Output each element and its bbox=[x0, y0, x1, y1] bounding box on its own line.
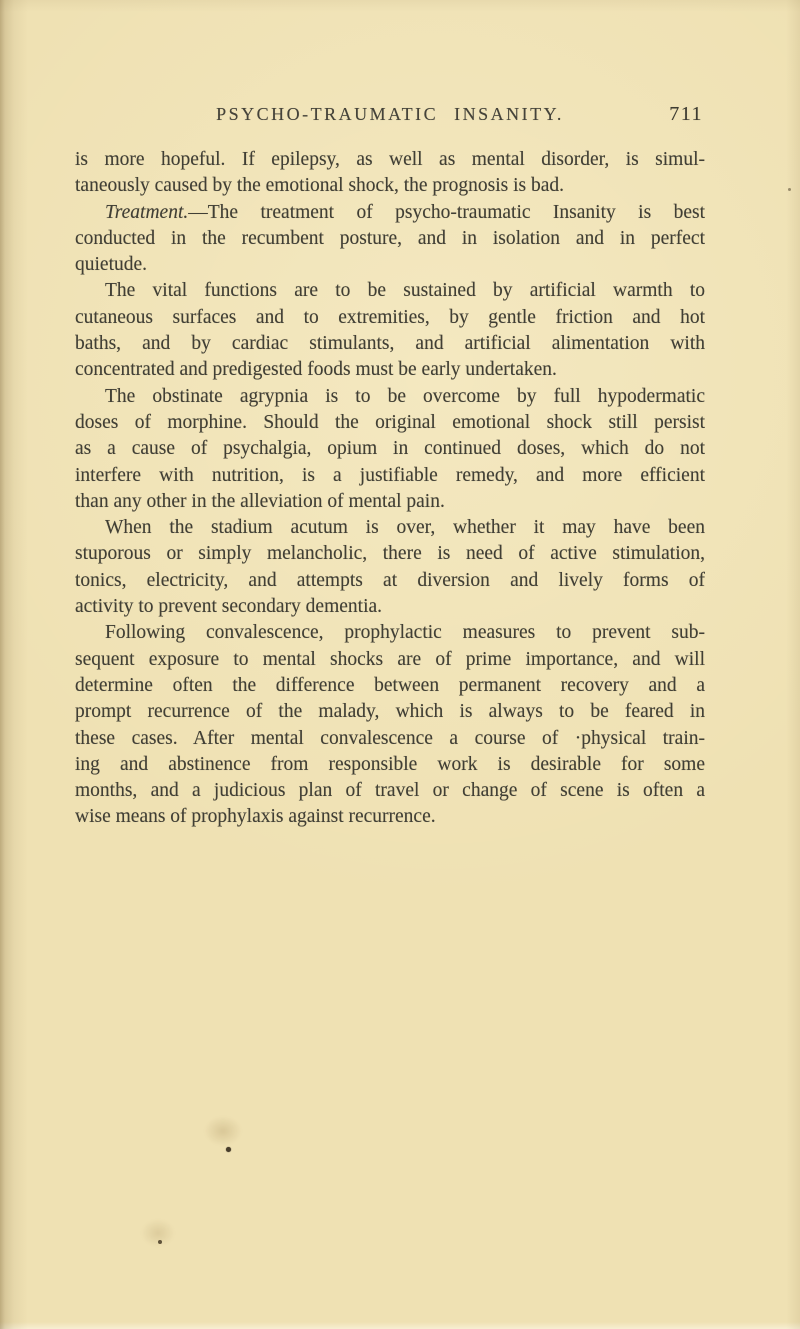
text-line: prompt recurrence of the malady, which is always to be feared in bbox=[75, 701, 705, 723]
text-line: wise means of prophylaxis against recurrence. bbox=[75, 806, 436, 828]
text-line: Treatment.—The treatment of psycho-traumatic Insanity is best bbox=[105, 201, 705, 223]
text-line: When the stadium acutum is over, whether it may have been bbox=[105, 517, 705, 539]
text-line: sequent exposure to mental shocks are of prime importance, and will bbox=[75, 648, 705, 670]
text-line: The obstinate agrypnia is to be overcome by full hypodermatic bbox=[105, 385, 705, 407]
page-number: 711 bbox=[669, 103, 703, 125]
running-title: PSYCHO-TRAUMATIC INSANITY. bbox=[216, 104, 564, 124]
page-text bbox=[75, 147, 705, 831]
text-line: determine often the difference between permanent recovery and a bbox=[75, 674, 705, 696]
text-line: baths, and by cardiac stimulants, and artificial alimentation with bbox=[75, 333, 705, 355]
text-line: conducted in the recumbent posture, and in isolation and in perfect bbox=[75, 227, 705, 249]
text-line: these cases. After mental convalescence a course of ·physical train- bbox=[75, 727, 705, 749]
text-line: The vital functions are to be sustained by artificial warmth to bbox=[105, 280, 705, 302]
text-line: stuporous or simply melancholic, there is need of active stimulation, bbox=[75, 543, 705, 565]
ink-speck bbox=[226, 1147, 231, 1152]
text-line: doses of morphine. Should the original emotional shock still persist bbox=[75, 411, 705, 433]
text-line: concentrated and predigested foods must be early undertaken. bbox=[75, 359, 557, 381]
text-line: is more hopeful. If epilepsy, as well as mental disorder, is simul- bbox=[75, 149, 705, 170]
ink-speck bbox=[788, 188, 791, 191]
page-header bbox=[75, 104, 705, 130]
text-line: ing and abstinence from responsible work is desirable for some bbox=[75, 753, 705, 775]
text-line: interfere with nutrition, is a justifiable remedy, and more efficient bbox=[75, 464, 705, 486]
text-line: as a cause of psychalgia, opium in continued doses, which do not bbox=[75, 438, 705, 460]
text-line: activity to prevent secondary dementia. bbox=[75, 596, 383, 618]
text-line: quietude. bbox=[75, 254, 148, 276]
ink-speck bbox=[158, 1240, 162, 1244]
text-line: than any other in the alleviation of mental pain. bbox=[75, 490, 445, 512]
text-line: tonics, electricity, and attempts at diversion and lively forms of bbox=[75, 569, 705, 591]
text-line: cutaneous surfaces and to extremities, by gentle friction and hot bbox=[75, 306, 705, 328]
text-line: taneously caused by the emotional shock, the prognosis is bad. bbox=[75, 175, 565, 197]
text-line: months, and a judicious plan of travel or change of scene is often a bbox=[75, 780, 705, 802]
text-line: Following convalescence, prophylactic measures to prevent sub- bbox=[105, 622, 705, 644]
paper-stain bbox=[204, 1116, 242, 1146]
